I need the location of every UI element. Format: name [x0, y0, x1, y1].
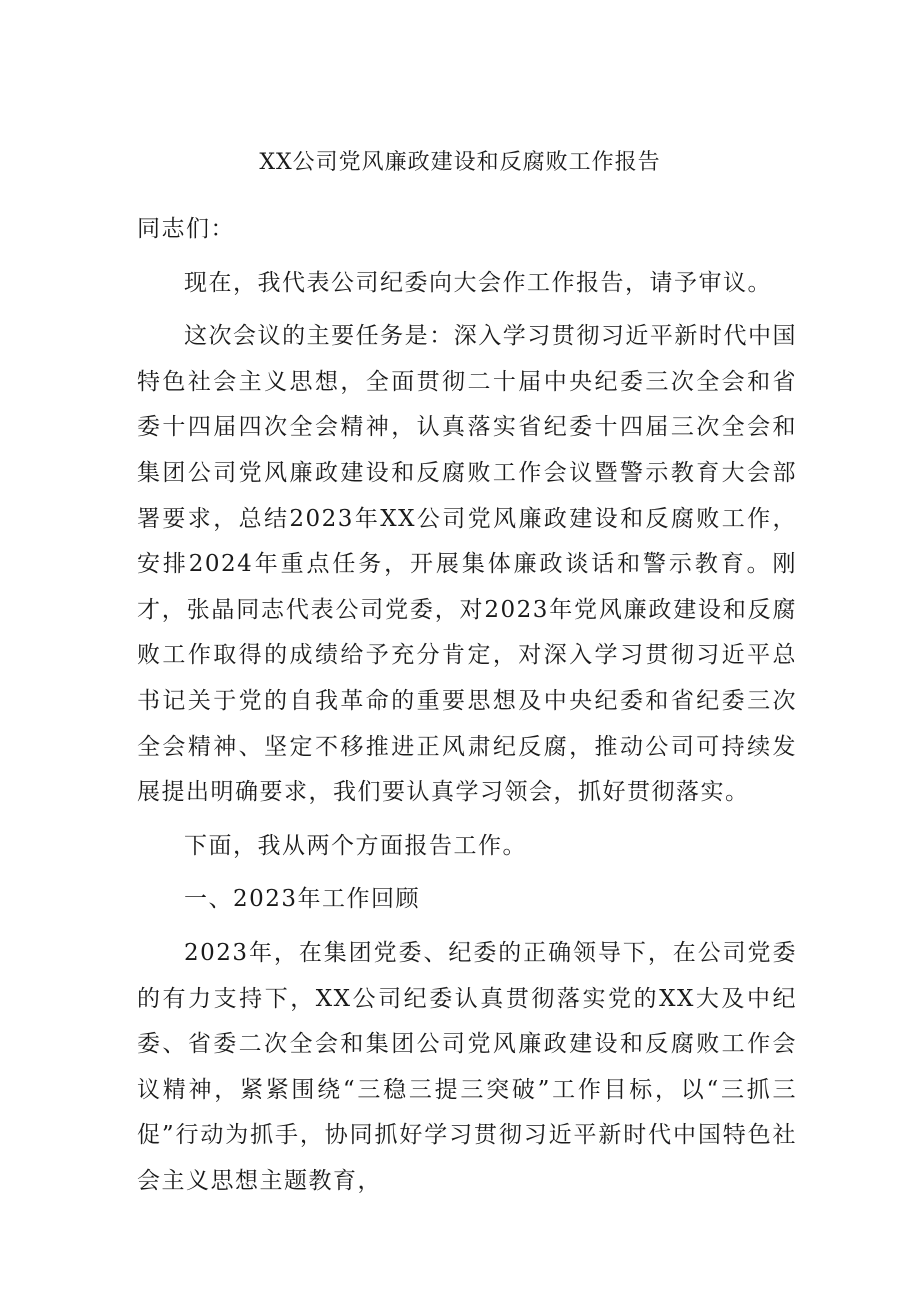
paragraph-meeting-tasks: 这次会议的主要任务是：深入学习贯彻习近平新时代中国特色社会主义思想，全面贯彻二十届中央纪委三次全会和省委十四届四次全会精神，认真落实省纪委十四届三次全会和集团公司党风廉政建设和反腐败工作会议暨警示教育大会部署要求，总结2023年XX公司党风廉政建设和反腐败工作，安排2024年重点任务，开展集体廉政谈话和警示教育。刚才，张晶同志代表公司党委，对2023年党风廉政建设和反腐败工作取得的成绩给予充分肯定，对深入学习贯彻习近平总书记关于党的自我革命的重要思想及中央纪委和省纪委三次全会精神、坚定不移推进正风肃纪反腐，推动公司可持续发展提出明确要求，我们要认真学习领会，抓好贯彻落实。 — [137, 323, 797, 806]
paragraph-report-outline: 下面，我从两个方面报告工作。 — [184, 832, 527, 859]
paragraph-review: 2023年，在集团党委、纪委的正确领导下，在公司党委的有力支持下，XX公司纪委认真贯彻落实党的XX大及中纪委、省委二次全会和集团公司党风廉政建设和反腐败工作会议精神，紧紧围绕“三稳三提三突破”工作目标，以“三抓三促”行动为抓手，协同抓好学习贯彻习近平新时代中国特色社会主义思想主题教育， — [137, 939, 797, 1194]
section-heading-review: 一、2023年工作回顾 — [184, 886, 421, 913]
document-body — [137, 207, 797, 1204]
salutation: 同志们： — [137, 216, 235, 242]
paragraph-intro: 现在，我代表公司纪委向大会作工作报告，请予审议。 — [184, 269, 772, 296]
document-title: XX公司党风廉政建设和反腐败工作报告 — [259, 150, 661, 175]
